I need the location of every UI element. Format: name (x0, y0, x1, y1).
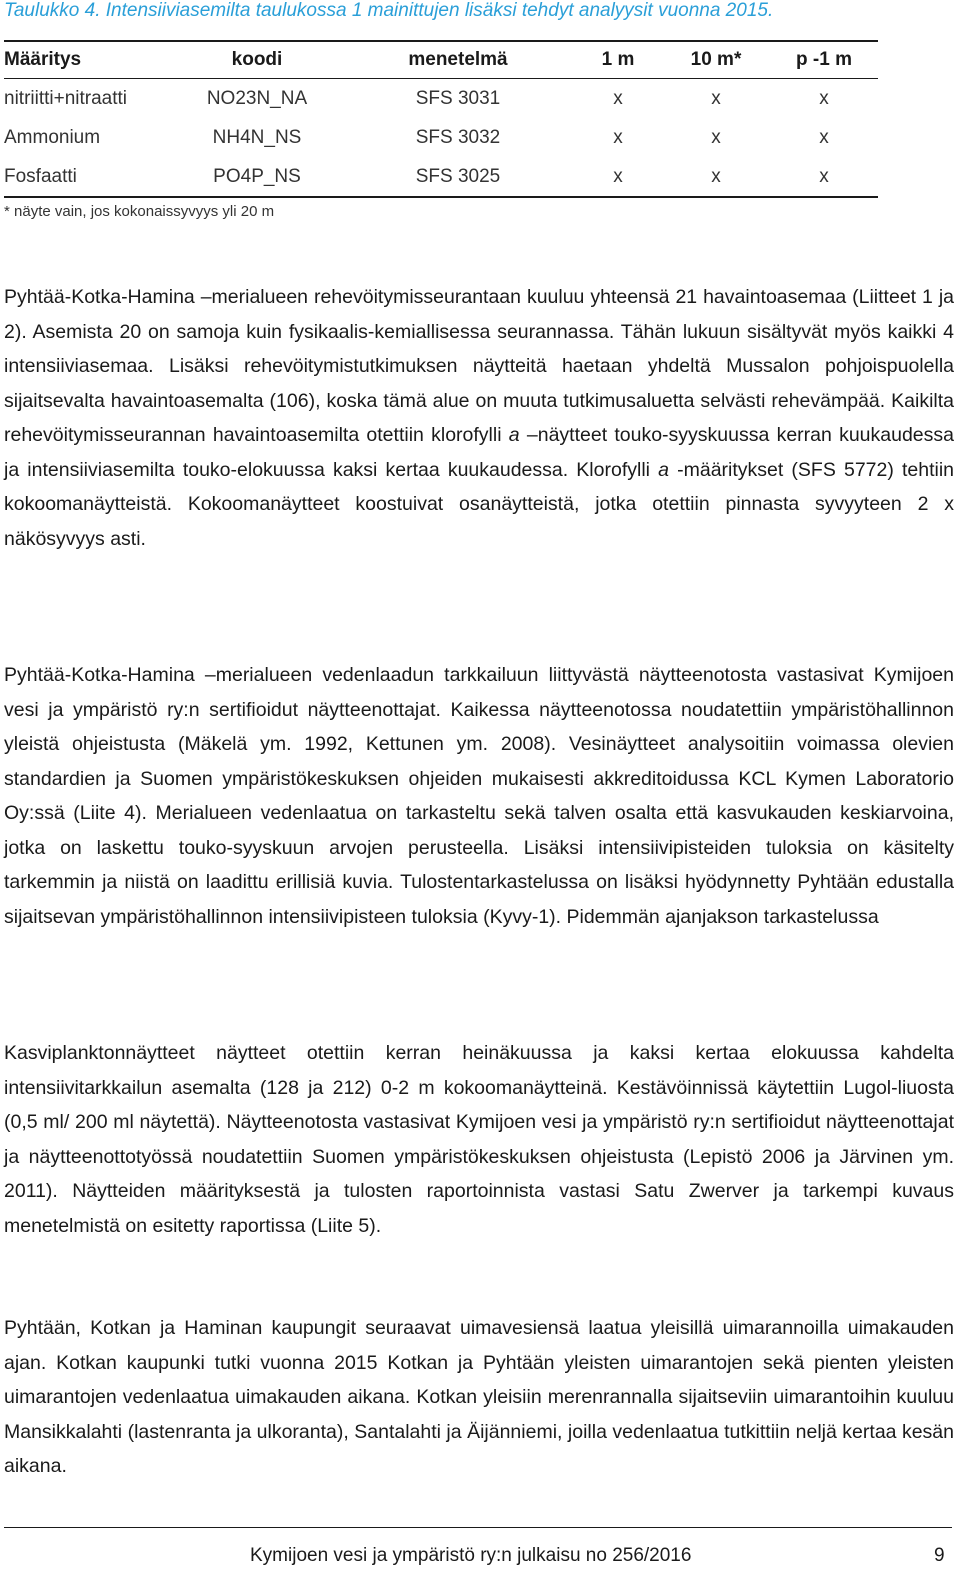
table-cell: x (711, 126, 721, 148)
table-cell: PO4P_NS (172, 157, 342, 197)
table-cell: SFS 3032 (415, 126, 501, 148)
table-row (4, 79, 878, 119)
table-footnote: * näyte vain, jos kokonaissyvyys yli 20 m (4, 203, 275, 220)
header-koodi: koodi (172, 41, 342, 79)
paragraph-text: -määritykset (SFS 5772) tehtiin kokoomanäytteistä. Kokoomanäytteet koostuivat osanäytteistä, jotka otettiin pinnasta syvyyteen 2 x näkösyvyys asti. (4, 458, 955, 550)
table-cell: x (711, 87, 721, 109)
table-row (4, 157, 878, 197)
table-cell: x (662, 157, 770, 197)
paragraph-sampling: Pyhtää-Kotka-Hamina –merialueen vedenlaadun tarkkailuun liittyvästä näytteenotosta vastasivat Kymijoen vesi ja ympäristö ry:n sertifioidut näytteenottajat. Kaikessa näytteenotossa noudatettiin ympäristöhallinnon yleistä ohjeistusta (Mäkelä ym. 1992, Kettunen ym. 2008). Vesinäytteet analysoitiin voimassa olevien standardien ja Suomen ympäristökeskuksen ohjeiden mukaisesti akkreditoidussa KCL Kymen Laboratorio Oy:ssä (Liite 4). Merialueen vedenlaatua on tarkasteltu sekä talven osalta että kasvukauden keskiarvoina, jotka on laskettu touko-syyskuun arvojen perusteella. Lisäksi intensiivipisteiden tuloksia on käsitelty tarkemmin ja niistä on laadittu erillisiä kuvia. Tulostentarkastelussa on lisäksi hyödynnetty Pyhtään edustalla sijaitsevan ympäristöhallinnon intensiivipisteen tuloksia (Kyvy-1). Pidemmän ajanjakson tarkastelussa (4, 664, 954, 928)
table-caption: Taulukko 4. Intensiiviasemilta taulukossa 1 mainittujen lisäksi tehdyt analyysit vuonna 2015. (4, 0, 774, 21)
table-header-row (4, 41, 878, 79)
header-10m: 10 m* (662, 41, 770, 79)
paragraph-text: Pyhtää-Kotka-Hamina –merialueen rehevöitymisseurantaan kuuluu yhteensä 21 havaintoasemaa (Liitteet 1 ja 2). Asemista 20 on samoja kuin fysikaalis-kemiallisessa seurannassa. Tähän lukuun sisältyvät myös kaikki 4 intensiiviasemaa. Lisäksi rehevöitymistutkimuksen näytteitä haetaan yhdeltä Mussalon pohjoispuolella sijaitsevalta havaintoasemalta (106), koska tämä alue on muuta tutkimusaluetta selvästi rehevämpää. Kaikilta rehevöitymisseurannan havaintoasemilta otettiin klorofylli (4, 286, 954, 446)
analysis-table (4, 40, 878, 198)
table-cell: nitriitti+nitraatti (4, 87, 128, 109)
footer-divider (4, 1527, 952, 1528)
italic-a: a (508, 424, 520, 446)
table-cell: x (819, 87, 829, 109)
header-menetelma: menetelmä (342, 41, 574, 79)
page-number: 9 (934, 1545, 945, 1566)
table-cell: SFS 3031 (415, 87, 501, 109)
table-cell: x (613, 126, 623, 148)
table-cell: NO23N_NA (206, 87, 308, 109)
paragraph-monitoring (4, 280, 954, 556)
header-p-1m: p -1 m (770, 41, 878, 79)
header-1m: 1 m (574, 41, 662, 79)
table-cell: x (574, 157, 662, 197)
table-cell: Ammonium (4, 126, 101, 148)
italic-a: a (658, 458, 669, 481)
table-cell: NH4N_NS (212, 126, 302, 148)
table-cell: x (819, 126, 829, 148)
table-cell: x (770, 157, 878, 197)
paragraph-text: –näytteet touko-syyskuussa kerran kuukaudessa ja intensiiviasemilta touko-elokuussa kaksi kertaa kuukaudessa. Klorofylli (4, 424, 954, 481)
header-maaritys: Määritys (4, 41, 172, 79)
table-cell: Fosfaatti (4, 157, 172, 197)
paragraph-bathing-water: Pyhtään, Kotkan ja Haminan kaupungit seuraavat uimavesiensä laatua yleisillä uimarannoilla uimakauden ajan. Kotkan kaupunki tutki vuonna 2015 Kotkan ja Pyhtään yleisten uimarantojen sekä pienten yleisten uimarantojen vedenlaatua uimakauden aikana. Kotkan yleisiin merenrannalla sijaitseviin uimarantoihin kuuluu Mansikkalahti (lastenranta ja ulkoranta), Santalahti ja Äijänniemi, joilla vedenlaatua tutkittiin neljä kertaa kesän aikana. (4, 1317, 954, 1477)
paragraph-phytoplankton: Kasviplanktonnäytteet näytteet otettiin kerran heinäkuussa ja kaksi kertaa elokuussa kahdelta intensiivitarkkailun asemalta (128 ja 212) 0-2 m kokoomanäytteinä. Kestävöinnissä käytettiin Lugol-liuosta (0,5 ml/ 200 ml näytettä). Näytteenotosta vastasivat Kymijoen vesi ja ympäristö ry:n sertifioidut näytteenottajat ja näytteenottotyössä noudatettiin Suomen ympäristökeskuksen ohjeistusta (Lepistö 2006 ja Järvinen ym. 2011). Näytteiden määrityksestä ja tulosten raportoinnista vastasi Satu Zwerver ja tarkempi kuvaus menetelmistä on esitetty raportissa (Liite 5). (4, 1042, 954, 1237)
table-cell: SFS 3025 (342, 157, 574, 197)
footer-publication: Kymijoen vesi ja ympäristö ry:n julkaisu no 256/2016 (250, 1545, 692, 1566)
table-row (4, 118, 878, 157)
table-cell: x (613, 87, 623, 109)
